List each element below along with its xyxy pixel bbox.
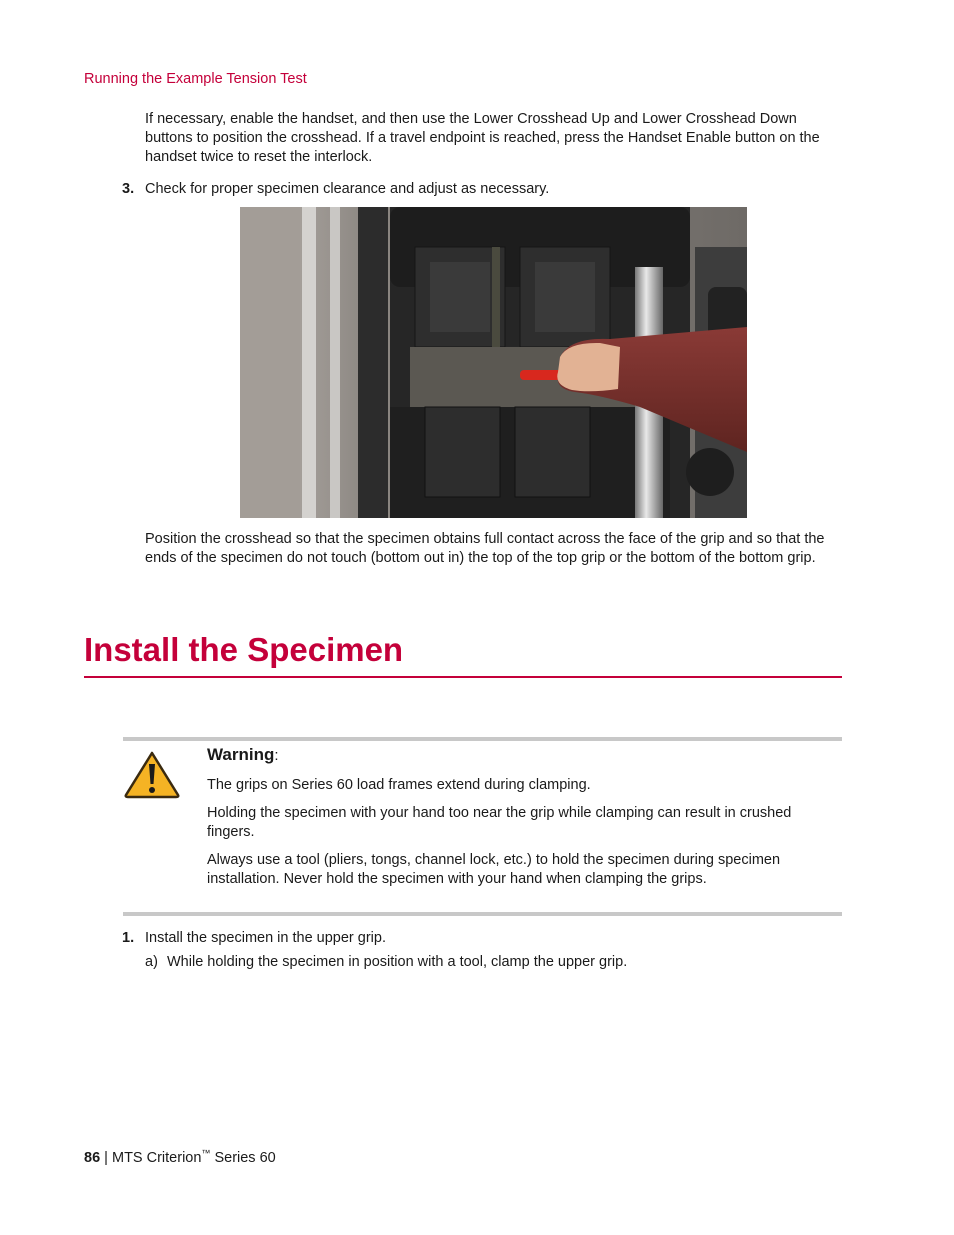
substep-a-text: While holding the specimen in position with a tool, clamp the upper grip.	[167, 954, 628, 970]
warning-title-colon: :	[274, 747, 279, 764]
step-1-text: Install the specimen in the upper grip.	[145, 930, 386, 946]
warning-top-rule	[123, 737, 842, 741]
step-1	[122, 929, 386, 948]
running-head: Running the Example Tension Test	[84, 71, 307, 87]
warning-line-3: Always use a tool (pliers, tongs, channel lock, etc.) to hold the specimen during specimen installation. Never hold the specimen with your hand when clamping the grips.	[207, 852, 781, 887]
warning-bottom-rule	[123, 912, 842, 916]
substep-a	[145, 953, 627, 972]
footer-product: MTS Criterion	[111, 1149, 202, 1166]
warning-line-1: The grips on Series 60 load frames extend during clamping.	[207, 777, 591, 793]
warning-triangle-icon	[123, 750, 181, 800]
position-paragraph: Position the crosshead so that the specimen obtains full contact across the face of the grip and so that the ends of the specimen do not touch (bottom out in) the top of the top grip or the bottom of the bottom grip.	[145, 531, 825, 566]
intro-paragraph: If necessary, enable the handset, and then use the Lower Crosshead Up and Lower Crosshead Down buttons to position the crosshead. If a travel endpoint is reached, press the Handset Enable button on the handset twice to reset the interlock.	[145, 111, 820, 165]
step-3-number: 3.	[122, 181, 135, 197]
step-1-number: 1.	[122, 930, 135, 946]
page-footer	[84, 1148, 276, 1166]
step-3-text: Check for proper specimen clearance and adjust as necessary.	[145, 181, 550, 197]
specimen-clearance-photo	[240, 207, 747, 518]
step-3	[122, 180, 549, 199]
substep-a-label: a)	[145, 954, 158, 970]
footer-trademark: ™	[201, 1148, 211, 1158]
footer-series: Series 60	[214, 1149, 276, 1166]
warning-line-2: Holding the specimen with your hand too near the grip while clamping can result in crushed fingers.	[207, 805, 792, 840]
photo-illustration	[240, 207, 747, 518]
warning-title	[207, 745, 279, 765]
warning-title-text: Warning	[207, 745, 275, 764]
page-number: 86	[84, 1149, 101, 1166]
section-title: Install the Specimen	[84, 630, 842, 678]
footer-separator: |	[104, 1149, 108, 1166]
